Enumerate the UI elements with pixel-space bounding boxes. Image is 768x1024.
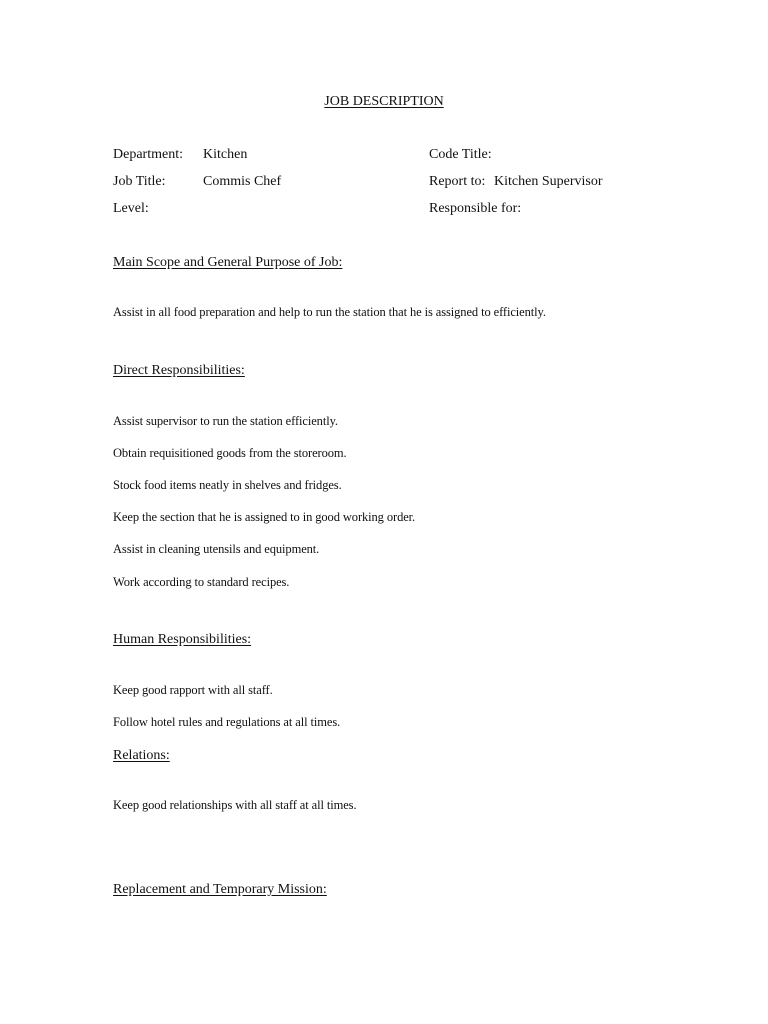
human-responsibility-item: Follow hotel rules and regulations at all times. (113, 715, 341, 729)
human-responsibilities-heading: Human Responsibilities: (113, 632, 252, 647)
code-title-label: Code Title: (429, 147, 492, 162)
relations-text: Keep good relationships with all staff at all times. (113, 798, 357, 812)
department-value: Kitchen (203, 147, 248, 162)
direct-responsibility-item: Assist supervisor to run the station efficiently. (113, 414, 338, 428)
job-title-label: Job Title: (113, 174, 166, 189)
department-label: Department: (113, 147, 183, 162)
human-responsibility-item: Keep good rapport with all staff. (113, 683, 273, 697)
direct-responsibility-item: Work according to standard recipes. (113, 575, 290, 589)
replacement-heading: Replacement and Temporary Mission: (113, 882, 327, 897)
job-title-value: Commis Chef (203, 174, 282, 189)
responsible-for-label: Responsible for: (429, 201, 522, 216)
report-to-label: Report to: (429, 174, 486, 189)
direct-responsibility-item: Obtain requisitioned goods from the storeroom. (113, 446, 347, 460)
direct-responsibility-item: Stock food items neatly in shelves and fridges. (113, 478, 342, 492)
document-title: JOB DESCRIPTION (324, 94, 444, 109)
report-to-value: Kitchen Supervisor (494, 174, 603, 189)
direct-responsibility-item: Assist in cleaning utensils and equipment. (113, 542, 320, 556)
direct-responsibilities-heading: Direct Responsibilities: (113, 363, 245, 378)
main-scope-text: Assist in all food preparation and help to run the station that he is assigned to efficiently. (113, 305, 546, 319)
main-scope-heading: Main Scope and General Purpose of Job: (113, 255, 343, 270)
relations-heading: Relations: (113, 748, 170, 763)
direct-responsibility-item: Keep the section that he is assigned to in good working order. (113, 510, 416, 524)
level-label: Level: (113, 201, 149, 216)
